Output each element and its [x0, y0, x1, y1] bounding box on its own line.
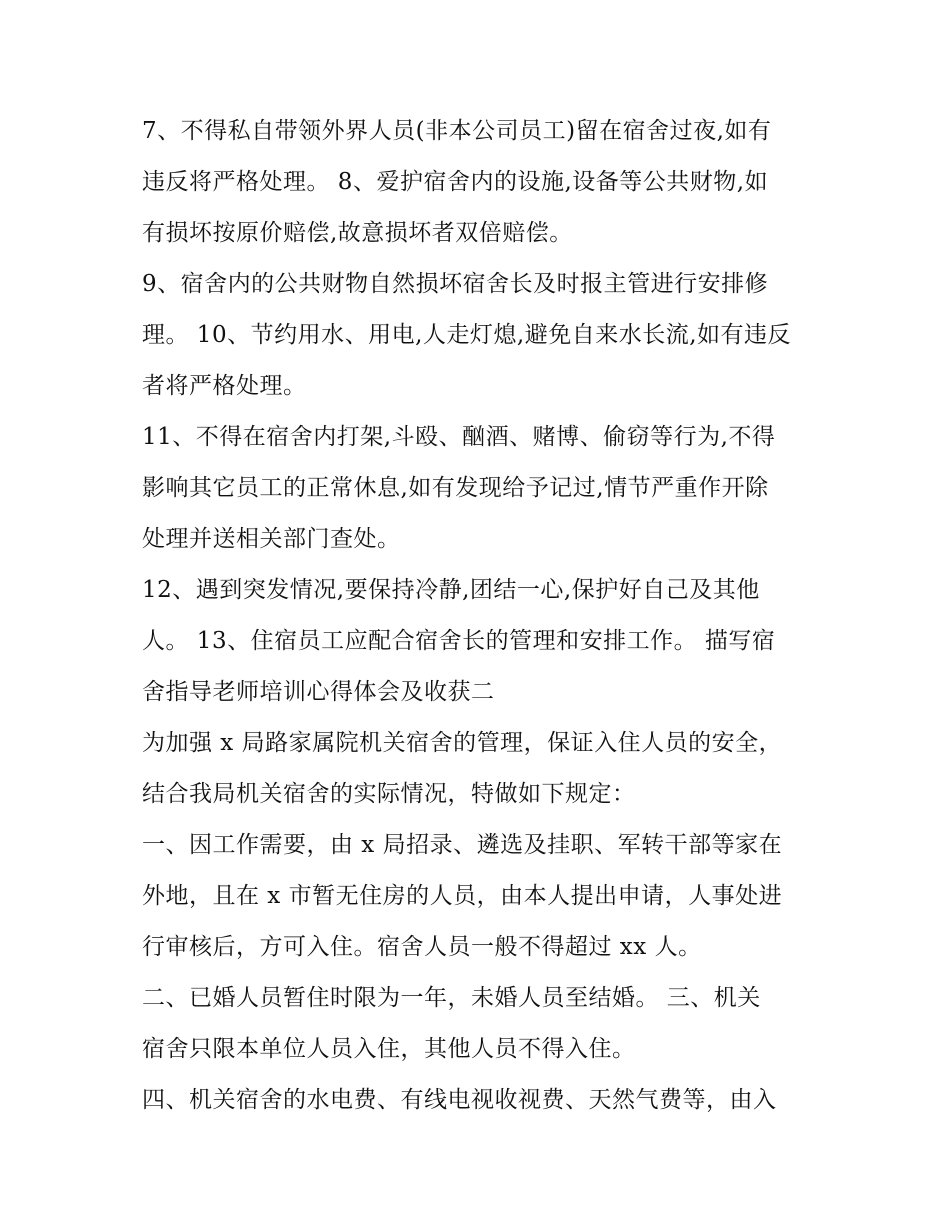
text-line: 处理并送相关部门查处。 [142, 526, 401, 552]
text-line: 影响其它员工的正常休息,如有发现给予记过,情节严重作开除 [142, 475, 769, 501]
text-line: 二、已婚人员暂住时限为一年，未婚人员至结婚。 三、机关 [142, 985, 761, 1011]
text-line: 为加强 x 局路家属院机关宿舍的管理，保证入住人员的安全， [142, 730, 783, 756]
text-line: 人。 13、住宿员工应配合宿舍长的管理和安排工作。 描写宿 [142, 628, 776, 654]
text-line: 9、宿舍内的公共财物自然损坏宿舍长及时报主管进行安排修 [142, 271, 769, 297]
text-line: 者将严格处理。 [142, 373, 307, 399]
text-line: 舍指导老师培训心得体会及收获二 [142, 679, 495, 705]
text-line: 外地，且在 x 市暂无住房的人员，由本人提出申请，人事处进 [142, 883, 783, 909]
text-line: 行审核后，方可入住。宿舍人员一般不得超过 xx 人。 [142, 934, 702, 960]
text-line: 结合我局机关宿舍的实际情况，特做如下规定： [142, 781, 636, 807]
text-line: 有损坏按原价赔偿,故意损坏者双倍赔偿。 [142, 220, 573, 246]
text-line: 一、因工作需要，由 x 局招录、遴选及挂职、军转干部等家在 [142, 832, 783, 858]
text-line: 7、不得私自带领外界人员(非本公司员工)留在宿舍过夜,如有 [142, 118, 772, 144]
text-line: 宿舍只限本单位人员入住，其他人员不得入住。 [142, 1036, 636, 1062]
text-line: 11、不得在宿舍内打架,斗殴、酗酒、赌博、偷窃等行为,不得 [142, 424, 776, 450]
text-line: 违反将严格处理。 8、爱护宿舍内的设施,设备等公共财物,如 [142, 169, 769, 195]
document-body [142, 106, 832, 1126]
text-line: 12、遇到突发情况,要保持冷静,团结一心,保护好自己及其他 [142, 577, 760, 603]
text-line: 四、机关宿舍的水电费、有线电视收视费、天然气费等，由入 [142, 1087, 777, 1113]
text-line: 理。 10、节约用水、用电,人走灯熄,避免自来水长流,如有违反 [142, 322, 792, 348]
